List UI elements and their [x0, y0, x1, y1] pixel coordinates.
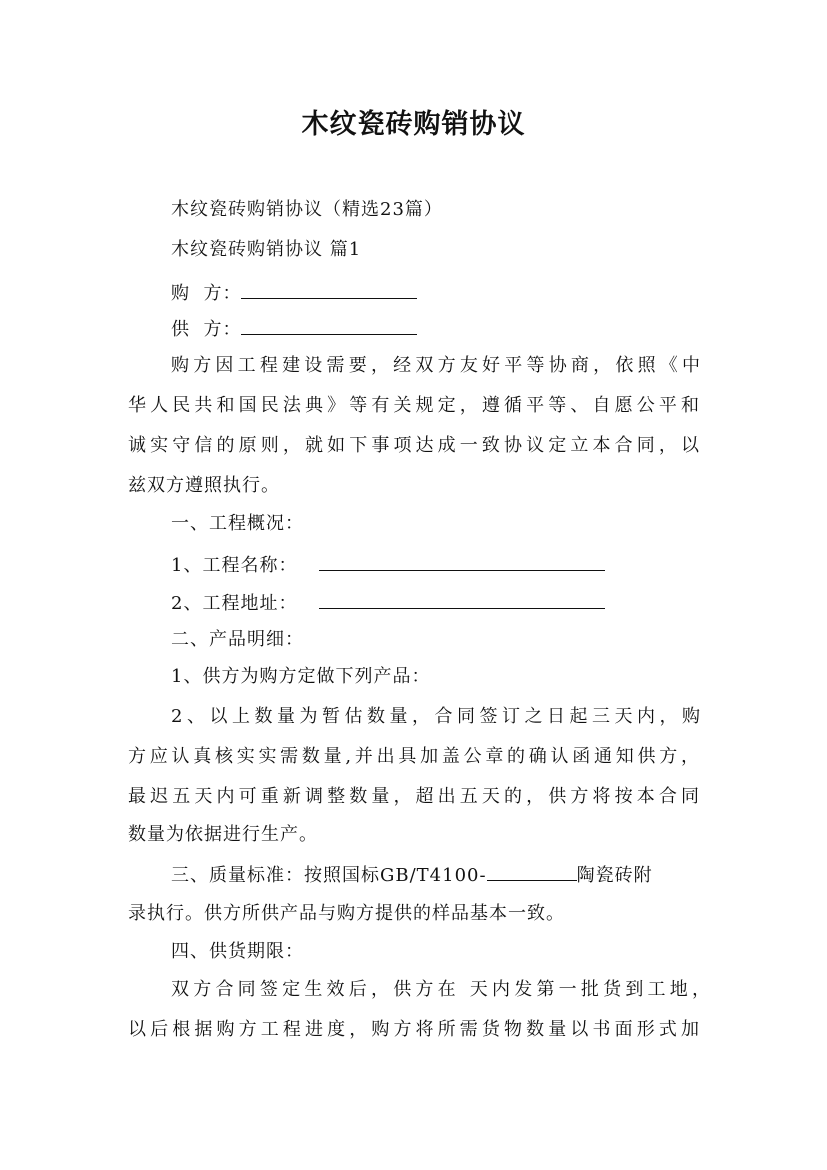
- intro-line-4: 兹双方遵照执行。: [128, 475, 280, 496]
- project-address-line: [171, 590, 605, 616]
- buyer-label: 购 方：: [171, 283, 242, 304]
- project-name-blank: [319, 552, 605, 571]
- intro-line-1: 购方因工程建设需要，经双方友好平等协商，依照《中: [171, 355, 701, 376]
- intro-line-3: 诚实守信的原则，就如下事项达成一致协议定立本合同，以: [128, 435, 700, 456]
- document-subtitle: 木纹瓷砖购销协议（精选23篇）: [171, 199, 443, 220]
- sec3-suffix: 陶瓷砖附: [576, 865, 653, 886]
- buyer-blank: [241, 280, 417, 299]
- project-name-line: [171, 552, 605, 578]
- sec3-blank: [487, 862, 577, 881]
- sec4-line-2: 以后根据购方工程进度，购方将所需货物数量以书面形式加: [128, 1019, 700, 1040]
- sec2-item2-line-4: 数量为依据进行生产。: [128, 824, 318, 845]
- sec3-line-2: 录执行。供方所供产品与购方提供的样品基本一致。: [128, 903, 565, 924]
- intro-line-2: 华人民共和国民法典》等有关规定，遵循平等、自愿公平和: [128, 395, 700, 416]
- sec4-line-1: 双方合同签定生效后，供方在 天内发第一批货到工地，: [171, 979, 711, 1000]
- sec2-item-1: 1、供方为购方定做下列产品：: [171, 666, 431, 687]
- project-address-label: 2、工程地址：: [171, 593, 298, 614]
- buyer-line: [171, 280, 417, 306]
- sec4-heading: 四、供货期限：: [171, 941, 304, 962]
- supplier-blank: [241, 316, 417, 335]
- supplier-line: [171, 316, 417, 342]
- sec2-item2-line-2: 方应认真核实实需数量,并出具加盖公章的确认函通知供方，: [128, 746, 700, 767]
- project-address-blank: [319, 590, 605, 609]
- sec2-item2-line-1: 2、以上数量为暂估数量，合同签订之日起三天内，购: [171, 706, 701, 727]
- project-name-label: 1、工程名称：: [171, 555, 298, 576]
- sec3-line-1: [171, 862, 653, 888]
- sec2-heading: 二、产品明细：: [171, 629, 304, 650]
- sec3-prefix: 三、质量标准：按照国标GB/T4100-: [171, 865, 487, 886]
- document-title: 木纹瓷砖购销协议: [301, 109, 526, 140]
- section-heading: 木纹瓷砖购销协议 篇1: [171, 239, 362, 260]
- sec2-item2-line-3: 最迟五天内可重新调整数量，超出五天的，供方将按本合同: [128, 786, 700, 807]
- supplier-label: 供 方：: [171, 319, 242, 340]
- sec1-heading: 一、工程概况：: [171, 513, 304, 534]
